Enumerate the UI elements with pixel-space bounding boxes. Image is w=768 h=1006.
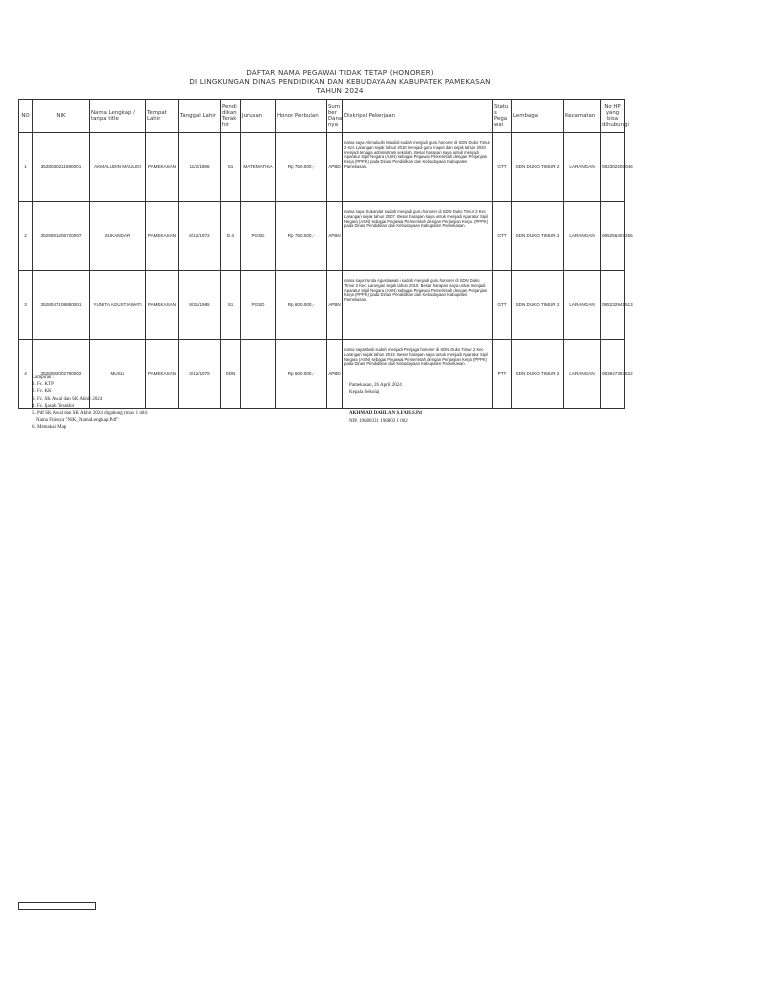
cell-deskripsi: nama sayaYunita Agustiawati i sudah menjadi guru honorer di SDN Duko Timur 2 Kec Larangan sejak tahun 2010. Besar harapan saya untuk menjadi Aparatur Sipil Negara (ASN) sebagai Pegawai Pemerintah dengan Perjanjian Kerja (PPPK) pada Dinas Pendidikan dan Kebudayaan Kabupaten Pamekasan. <box>343 271 493 340</box>
cell-no: 3 <box>19 271 33 340</box>
cell-jurusan: MATEMATIKA <box>241 133 276 202</box>
signature-nip: NIP. 19680331 198803 1 002 <box>349 418 408 424</box>
cell-nik: 3528081206720007 <box>33 202 90 271</box>
cell-status: PTT <box>493 340 512 409</box>
cell-no-hp: 085232941513 <box>601 271 625 340</box>
cell-nama: SUKANDAR <box>90 202 146 271</box>
signature-position: Kepala Sekolaj <box>349 390 380 396</box>
table-row <box>19 202 625 271</box>
cell-no-hp: 085258407255 <box>601 202 625 271</box>
cell-jurusan <box>241 340 276 409</box>
col-header-pendidikan: Pendi dikan Terak hir <box>221 100 241 133</box>
cell-tempat-lahir: PAMEKASAN <box>146 340 179 409</box>
cell-tempat-lahir: PAMEKASAN <box>146 133 179 202</box>
cell-honor: Rp 600.000,- <box>276 271 327 340</box>
cell-honor: Rp 750.000,- <box>276 202 327 271</box>
lampiran-item: 3. Fc. SK Awal dan SK Akhir 2024 <box>32 396 103 402</box>
table-header-row <box>19 100 625 133</box>
col-header-no-hp: No HP yang bisa dihubungi <box>601 100 625 133</box>
cell-sumber-dana: APBN <box>327 271 343 340</box>
cell-tempat-lahir: PAMEKASAN <box>146 271 179 340</box>
cell-jurusan: PGSD <box>241 202 276 271</box>
cell-status: GTT <box>493 202 512 271</box>
cell-pendidikan: S1 <box>221 133 241 202</box>
cell-no: 4 <box>19 340 33 409</box>
col-header-honor: Honor Perbulan <box>276 100 327 133</box>
cell-nik: 3528030211880001 <box>33 133 90 202</box>
signature-place-date: Pamekasan, 26 April 2024 <box>349 383 402 388</box>
cell-tanggal-lahir: 3/12/1979 <box>179 340 221 409</box>
lampiran-item: 2. Fc. KK <box>32 389 52 395</box>
document-subtitle: DI LINGKUNGAN DINAS PENDIDIKAN DAN KEBUDAYAAN KABUPATEK PAMEKASAN <box>189 77 491 86</box>
cell-lembaga: SDN DUKO TIMUR 2 <box>512 271 564 340</box>
col-header-jurusan: Jurusan <box>241 100 276 133</box>
cell-kecamatan: LARANGAN <box>564 133 601 202</box>
cell-tanggal-lahir: 11/2/1988 <box>179 133 221 202</box>
document-title: DAFTAR NAMA PEGAWAI TIDAK TETAP (HONORER) <box>246 68 434 77</box>
cell-pendidikan: S1 <box>221 271 241 340</box>
cell-deskripsi: nama sayaMusli sudah menjadi Penjaga honorer di SDN Duko Timur 2 Kec Larangan sejak tahun 2013. Besar harapan saya untuk menjadi Aparatur Sipil Negara (ASN) sebagai Pegawai Pemerintah dengan Perjanjian Kerja (PPPK) pada Dinas Pendidikan dan Kebudayaan Kabupaten Pamekasan. <box>343 340 493 409</box>
cell-deskripsi: nama saya Akmaludin Maulidi sudah menjadi guru honorer di SDN Duko Timur 2 Kec Larangan sejak tahun 2010 menjadi guru mapel dan sejak tahun 2020 menjadi tenaga administrasi sekolah. Besar harapan saya untuk menjadi Aparatur Sipil Negara (ASN) sebagai Pegawai Pemerintah dengan Perjanjian Kerja (PPPK) pada Dinas Pendidikan dan Kebudayaan Kabupaten Pamekasan. <box>343 133 493 202</box>
employee-table <box>18 99 633 409</box>
cell-sumber-dana: APBD <box>327 133 343 202</box>
cell-status: GTT <box>493 271 512 340</box>
cell-kecamatan: LARANGAN <box>564 340 601 409</box>
col-header-tempat-lahir: Tempat Lahir <box>146 100 179 133</box>
cell-status: GTT <box>493 133 512 202</box>
cell-no-hp: 082302200046 <box>601 133 625 202</box>
cell-no: 2 <box>19 202 33 271</box>
lampiran-title: Lampiran : <box>32 375 55 380</box>
lampiran-item: 5. Pdf SK Awal dan SK Akhir 2024 digabung (max 1 mb) <box>32 411 148 417</box>
cell-honor: Rp 750.000,- <box>276 133 327 202</box>
signature-block <box>349 382 422 425</box>
col-header-nik: NIK <box>33 100 90 133</box>
cell-nama: YUNITA AGUSTIAWATI <box>90 271 146 340</box>
lampiran-item: 6. Memakai Map <box>32 425 67 431</box>
col-header-kecamatan: Kecamatan <box>564 100 601 133</box>
cell-sumber-dana: APBD <box>327 340 343 409</box>
lampiran-list <box>32 374 147 432</box>
cell-lembaga: SDN DUKO TIMUR 2 <box>512 202 564 271</box>
cell-nik: 3528047108850001 <box>33 271 90 340</box>
cell-pendidikan: SDN <box>221 340 241 409</box>
cell-tanggal-lahir: 6/12/1972 <box>179 202 221 271</box>
empty-input-box <box>18 902 96 910</box>
table-row <box>19 271 625 340</box>
cell-no-hp: 083847357622 <box>601 340 625 409</box>
col-header-sumber-dana: Sum ber Dana nya <box>327 100 343 133</box>
signature-name: AKHMAD DAHLAN S.FAH.S.Pd <box>349 411 422 417</box>
col-header-deskripsi: Diskripsi Pekerjaan <box>343 100 493 133</box>
lampiran-item: Nama Filenya "NIK_NamaLengkap.Pdf" <box>36 418 119 424</box>
cell-lembaga: SDN DUKO TIMUR 2 <box>512 133 564 202</box>
lampiran-item: 1. Fc. KTP <box>32 382 54 388</box>
col-header-no: NO <box>19 100 33 133</box>
cell-nama: MUSLI <box>90 340 146 409</box>
document-year: TAHUN 2024 <box>316 86 364 95</box>
cell-tempat-lahir: PAMEKASAN <box>146 202 179 271</box>
cell-tanggal-lahir: 8/31/1985 <box>179 271 221 340</box>
col-header-nama: Nama Lengkap / tanpa title <box>90 100 146 133</box>
col-header-lembaga: Lembaga <box>512 100 564 133</box>
cell-pendidikan: D.II <box>221 202 241 271</box>
lampiran-item: 4. Fc. Ijasah Terakhir <box>32 403 75 409</box>
cell-kecamatan: LARANGAN <box>564 271 601 340</box>
cell-nik: 3528082002790002 <box>33 340 90 409</box>
cell-sumber-dana: APBN <box>327 202 343 271</box>
cell-no: 1 <box>19 133 33 202</box>
cell-lembaga: SDN DUKO TIMUR 2 <box>512 340 564 409</box>
cell-honor: Rp 600.000,- <box>276 340 327 409</box>
cell-kecamatan: LARANGAN <box>564 202 601 271</box>
cell-deskripsi: nama saya Sukandar sudah menjadi guru honorer di SDN Duko Timur 2 Kec Larangan sejak tahun 2007. Besar harapan saya untuk menjadi Aparatur Sipil Negara (ASN) sebagai Pegawai Pemerintah dengan Perjanjian Kerja. (PPPK) pada Dinas Pendidikan dan Kebudayaan Kabupaten Pamekasan. <box>343 202 493 271</box>
table-row <box>19 133 625 202</box>
col-header-tanggal-lahir: Tanggal Lahir <box>179 100 221 133</box>
cell-nama: AKMALUDIN MAULIDI <box>90 133 146 202</box>
col-header-status: Statu s Pega wai <box>493 100 512 133</box>
cell-jurusan: PGSD <box>241 271 276 340</box>
